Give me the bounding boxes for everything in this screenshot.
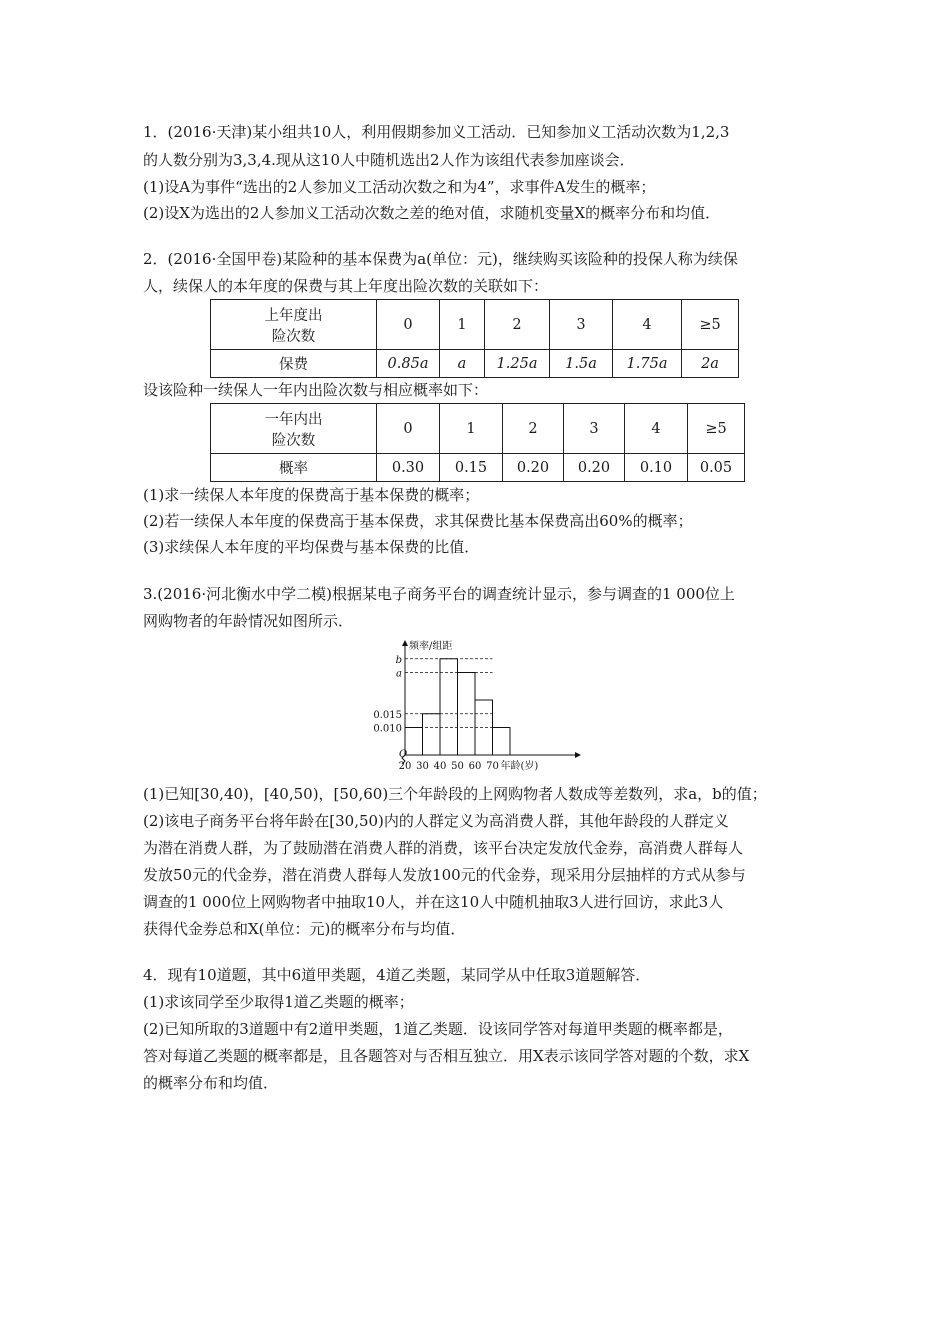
x-tick-label: 20 [398,761,412,772]
x-tick-label: 30 [416,761,429,772]
p2-line-1: 2．(2016·全国甲卷)某险种的基本保费为a(单位：元)，继续购买该险种的投保人称为续保 [143,250,738,268]
origin-label: O [399,749,408,760]
p1-line-2: 的人数分别为3,3,4.现从这10人中随机选出2人作为该组代表参加座谈会． [143,151,635,169]
table2-col: 0 [377,404,440,454]
y-axis-label: 频率/组距 [409,641,453,652]
x-tick-label: 40 [433,761,447,772]
table2-col: 1 [440,404,503,454]
x-tick-label: 70 [486,761,499,772]
table1-col: 3 [550,300,613,350]
table1-header-cell [211,300,377,350]
table1-col: 0 [377,300,440,350]
p1-question-2: (2)设X为选出的2人参加义工活动次数之差的绝对值，求随机变量X的概率分布和均值． [143,204,721,222]
age-histogram [365,638,625,778]
p4-question-2-line-3: 的概率分布和均值． [143,1074,279,1092]
x-axis-label: 年龄(岁) [500,761,539,772]
p2-line-2: 人，续保人的本年度的保费与其上年度出险次数的关联如下： [143,277,549,295]
table2-header-bottom: 险次数 [271,432,316,449]
table2-value: 0.05 [688,454,745,482]
p2-question-3: (3)求续保人本年度的平均保费与基本保费的比值． [143,538,480,556]
table1-row-label: 保费 [211,350,377,378]
table2-value: 0.10 [625,454,688,482]
table1-value: 2a [682,350,739,378]
table1-col: 2 [485,300,550,350]
table1-col: ≥5 [682,300,739,350]
x-tick-label: 60 [468,761,482,772]
table2-value: 0.30 [377,454,440,482]
y-tick-label: 0.010 [373,723,402,735]
p3-question-2-line-1: (2)该电子商务平台将年龄在[30,50)内的人群定义为高消费人群，其他年龄段的人群定义 [143,812,729,830]
histogram-bar [493,728,511,756]
y-axis-arrow [402,640,408,646]
table1-value: 1.5a [550,350,613,378]
table1-value: 1.25a [485,350,550,378]
table1-value: a [440,350,485,378]
y-tick-label: 0.015 [373,709,402,721]
p4-question-1: (1)求该同学至少取得1道乙类题的概率； [143,993,414,1011]
p3-question-2-line-3: 发放50元的代金券，潜在消费人群每人发放100元的代金券，现采用分层抽样的方式从参与 [143,866,746,884]
p2-line-3: 设该险种一续保人一年内出险次数与相应概率如下： [143,381,489,399]
p4-question-2-line-1: (2)已知所取的3道题中有2道甲类题，1道乙类题．设该同学答对每道甲类题的概率都是， [143,1020,733,1038]
p3-question-2-line-2: 为潜在消费人群，为了鼓励潜在消费人群的消费，该平台决定发放代金券，高消费人群每人 [143,839,744,857]
table1-header-bottom: 险次数 [271,328,316,345]
probability-table [210,403,745,482]
table1-header-top: 上年度出 [264,307,323,324]
table2-col: ≥5 [688,404,745,454]
table2-header-cell [211,404,377,454]
p1-question-1: (1)设A为事件“选出的2人参加义工活动次数之和为4”，求事件A发生的概率； [143,178,656,196]
table2-col: 3 [564,404,625,454]
p2-question-2: (2)若一续保人本年度的保费高于基本保费，求其保费比基本保费高出60%的概率； [143,512,693,530]
table1-value: 0.85a [377,350,440,378]
table1-col: 4 [613,300,682,350]
histogram-bar [423,714,441,755]
p3-line-1: 3.(2016·河北衡水中学二模)根据某电子商务平台的调查统计显示，参与调查的1 000位上 [143,585,735,603]
p3-question-2-line-5: 获得代金券总和X(单位：元)的概率分布与均值． [143,920,466,938]
table2-header-top: 一年内出 [264,411,323,428]
table2-row-label: 概率 [211,454,377,482]
p4-line-1: 4．现有10道题，其中6道甲类题，4道乙类题，某同学从中任取3道题解答． [143,966,651,984]
p3-question-1: (1)已知[30,40)，[40,50)，[50,60)三个年龄段的上网购物者人数成等差数列，求a，b的值； [143,785,767,803]
p4-question-2-line-2: 答对每道乙类题的概率都是，且各题答对与否相互独立．用X表示该同学答对题的个数，求X [143,1047,750,1065]
table1-value: 1.75a [613,350,682,378]
x-axis-arrow [575,752,581,758]
y-tick-label: a [396,668,402,680]
table2-col: 4 [625,404,688,454]
table2-value: 0.20 [503,454,564,482]
table2-col: 2 [503,404,564,454]
table2-value: 0.15 [440,454,503,482]
p3-line-2: 网购物者的年龄情况如图所示． [143,612,354,630]
premium-table [210,299,739,378]
histogram-bar [440,659,458,755]
table1-col: 1 [440,300,485,350]
p1-line-1: 1．(2016·天津)某小组共10人，利用假期参加义工活动．已知参加义工活动次数为1,2,3 [143,123,730,141]
histogram-bar [405,728,423,756]
p2-question-1: (1)求一续保人本年度的保费高于基本保费的概率； [143,486,480,504]
y-tick-label: b [395,654,402,666]
x-tick-label: 50 [451,761,464,772]
p3-question-2-line-4: 调查的1 000位上网购物者中抽取10人，并在这10人中随机抽取3人进行回访，求此3人 [143,893,724,911]
table2-value: 0.20 [564,454,625,482]
